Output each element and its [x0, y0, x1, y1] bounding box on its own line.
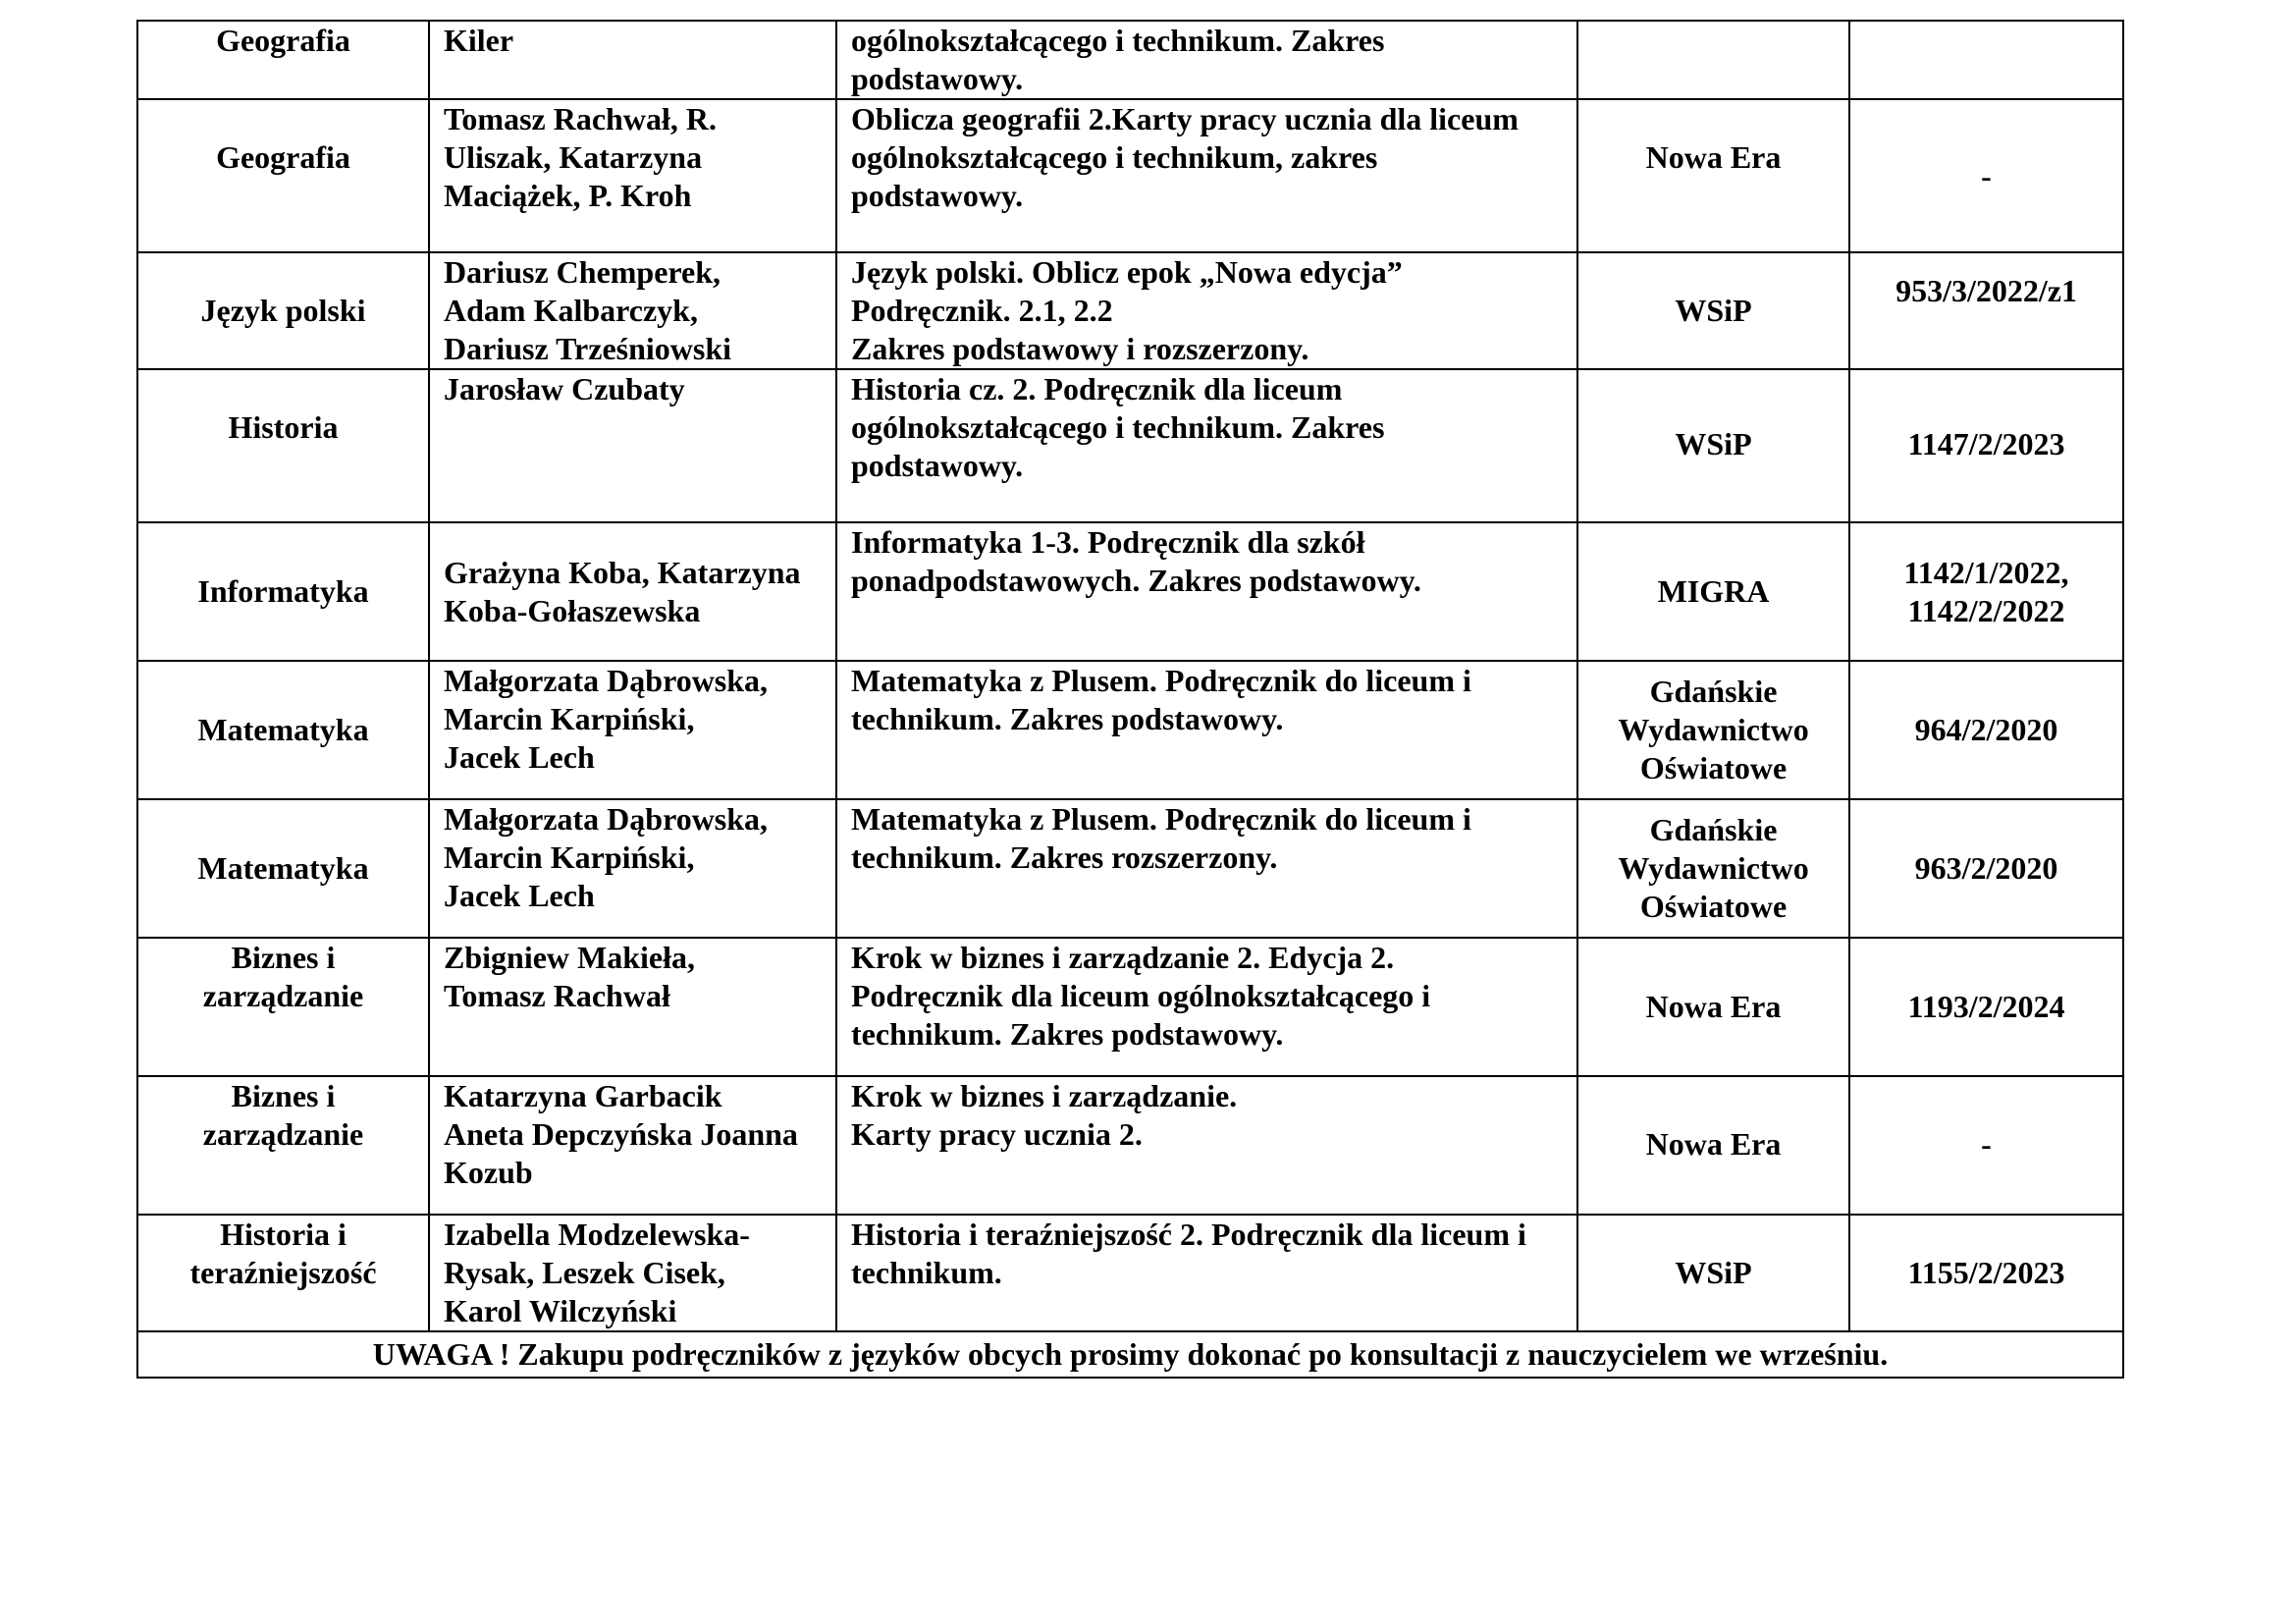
- authors-cell: Zbigniew Makieła, Tomasz Rachwał: [429, 938, 836, 1076]
- title-cell: Historia i teraźniejszość 2. Podręcznik dla liceum i technikum.: [836, 1215, 1577, 1331]
- subject-cell: Matematyka: [137, 661, 429, 799]
- title-cell: Matematyka z Plusem. Podręcznik do liceum i technikum. Zakres podstawowy.: [836, 661, 1577, 799]
- authors-cell: Małgorzata Dąbrowska, Marcin Karpiński, Jacek Lech: [429, 799, 836, 938]
- table-row: [137, 1076, 2123, 1215]
- table-row: [137, 799, 2123, 938]
- table-row: [137, 661, 2123, 799]
- title-cell: Informatyka 1-3. Podręcznik dla szkół ponadpodstawowych. Zakres podstawowy.: [836, 522, 1577, 661]
- authors-cell: Małgorzata Dąbrowska, Marcin Karpiński, Jacek Lech: [429, 661, 836, 799]
- title-cell: ogólnokształcącego i technikum. Zakres podstawowy.: [836, 21, 1577, 99]
- publisher-cell: WSiP: [1577, 1215, 1849, 1331]
- approval-number-cell: [1849, 21, 2123, 99]
- approval-number-cell: 1142/1/2022, 1142/2/2022: [1849, 522, 2123, 661]
- publisher-cell: Gdańskie Wydawnictwo Oświatowe: [1577, 799, 1849, 938]
- subject-cell: Biznes i zarządzanie: [137, 1076, 429, 1215]
- table-row: [137, 1215, 2123, 1331]
- subject-cell: Geografia: [137, 21, 429, 99]
- note-row: [137, 1331, 2123, 1378]
- table-row: [137, 522, 2123, 661]
- approval-number-cell: 1155/2/2023: [1849, 1215, 2123, 1331]
- publisher-cell: Nowa Era: [1577, 938, 1849, 1076]
- subject-cell: Język polski: [137, 252, 429, 369]
- approval-number-cell: -: [1849, 1076, 2123, 1215]
- subject-cell: Historia i teraźniejszość: [137, 1215, 429, 1331]
- subject-cell: Informatyka: [137, 522, 429, 661]
- title-cell: Język polski. Oblicz epok „Nowa edycja” Podręcznik. 2.1, 2.2 Zakres podstawowy i rozszerzony.: [836, 252, 1577, 369]
- subject-cell: Matematyka: [137, 799, 429, 938]
- publisher-cell: WSiP: [1577, 369, 1849, 522]
- authors-cell: Katarzyna Garbacik Aneta Depczyńska Joanna Kozub: [429, 1076, 836, 1215]
- authors-cell: Kiler: [429, 21, 836, 99]
- publisher-cell: Nowa Era: [1577, 1076, 1849, 1215]
- publisher-cell: [1577, 21, 1849, 99]
- approval-number-cell: 953/3/2022/z1: [1849, 252, 2123, 369]
- table-row: [137, 99, 2123, 252]
- approval-number-cell: 1147/2/2023: [1849, 369, 2123, 522]
- title-cell: Oblicza geografii 2.Karty pracy ucznia dla liceum ogólnokształcącego i technikum, zakres podstawowy.: [836, 99, 1577, 252]
- foreign-language-note: UWAGA ! Zakupu podręczników z języków obcych prosimy dokonać po konsultacji z nauczycielem we wrześniu.: [137, 1331, 2123, 1378]
- table-row: [137, 938, 2123, 1076]
- authors-cell: Jarosław Czubaty: [429, 369, 836, 522]
- table-row: [137, 252, 2123, 369]
- authors-cell: Dariusz Chemperek, Adam Kalbarczyk, Dariusz Trześniowski: [429, 252, 836, 369]
- authors-cell: Tomasz Rachwał, R. Uliszak, Katarzyna Maciążek, P. Kroh: [429, 99, 836, 252]
- approval-number-cell: 1193/2/2024: [1849, 938, 2123, 1076]
- subject-cell: Biznes i zarządzanie: [137, 938, 429, 1076]
- approval-number-cell: -: [1849, 99, 2123, 252]
- publisher-cell: Gdańskie Wydawnictwo Oświatowe: [1577, 661, 1849, 799]
- table-row: [137, 21, 2123, 99]
- table-row: [137, 369, 2123, 522]
- subject-cell: Geografia: [137, 99, 429, 252]
- publisher-cell: MIGRA: [1577, 522, 1849, 661]
- authors-cell: Izabella Modzelewska- Rysak, Leszek Cisek, Karol Wilczyński: [429, 1215, 836, 1331]
- title-cell: Krok w biznes i zarządzanie. Karty pracy ucznia 2.: [836, 1076, 1577, 1215]
- authors-cell: Grażyna Koba, Katarzyna Koba-Gołaszewska: [429, 522, 836, 661]
- publisher-cell: WSiP: [1577, 252, 1849, 369]
- textbook-table: [136, 20, 2124, 1379]
- publisher-cell: Nowa Era: [1577, 99, 1849, 252]
- title-cell: Matematyka z Plusem. Podręcznik do liceum i technikum. Zakres rozszerzony.: [836, 799, 1577, 938]
- approval-number-cell: 964/2/2020: [1849, 661, 2123, 799]
- title-cell: Historia cz. 2. Podręcznik dla liceum ogólnokształcącego i technikum. Zakres podstawowy.: [836, 369, 1577, 522]
- approval-number-cell: 963/2/2020: [1849, 799, 2123, 938]
- title-cell: Krok w biznes i zarządzanie 2. Edycja 2. Podręcznik dla liceum ogólnokształcącego i technikum. Zakres podstawowy.: [836, 938, 1577, 1076]
- subject-cell: Historia: [137, 369, 429, 522]
